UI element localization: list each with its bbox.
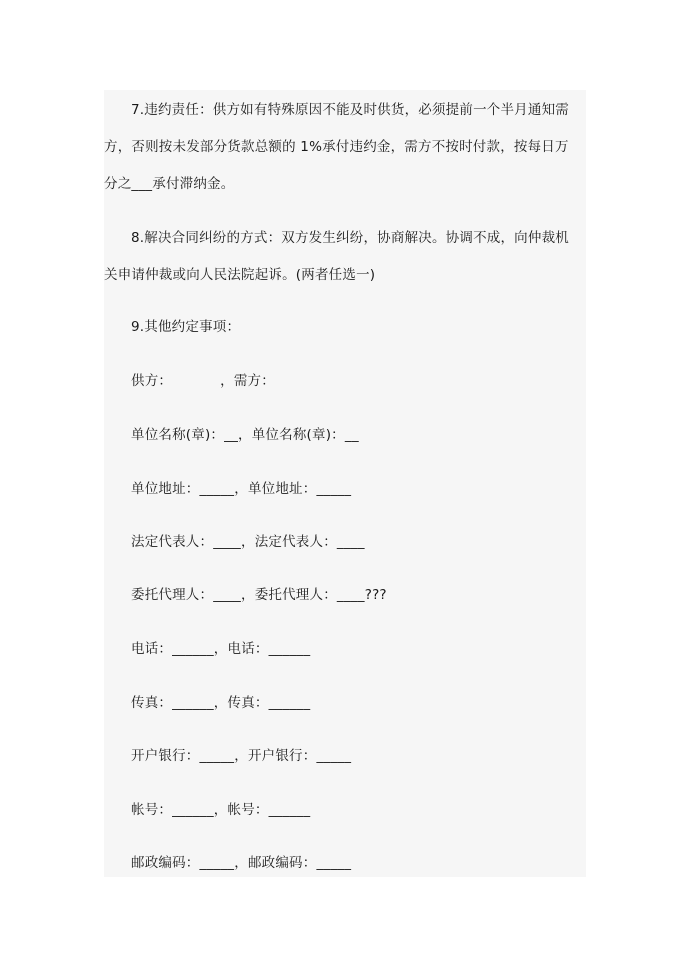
clause-7-line-3: 分之___承付滞纳金。: [104, 176, 235, 192]
signature-account: 帐号：______，帐号：______: [131, 802, 311, 818]
signature-unit-name: 单位名称(章)：__，单位名称(章)：__: [131, 427, 359, 443]
clause-9-title: 9.其他约定事项：: [131, 319, 241, 335]
signature-bank: 开户银行：_____，开户银行：_____: [131, 748, 352, 764]
clause-7-line-2: 方，否则按未发部分货款总额的 1%承付违约金，需方不按时付款，按每日万: [104, 139, 569, 155]
signature-unit-address: 单位地址：_____，单位地址：_____: [131, 481, 352, 497]
clause-7-line-1: 7.违约责任：供方如有特殊原因不能及时供货，必须提前一个半月通知需: [131, 102, 569, 118]
signature-phone: 电话：______，电话：______: [131, 641, 311, 657]
signature-postcode: 邮政编码：_____，邮政编码：_____: [131, 855, 352, 871]
clause-8-line-1: 8.解决合同纠纷的方式：双方发生纠纷，协商解决。协调不成，向仲裁机: [131, 230, 569, 246]
clause-8-line-2: 关申请仲裁或向人民法院起诉。(两者任选一): [104, 267, 376, 283]
signature-legal-rep: 法定代表人：____，法定代表人：____: [131, 534, 365, 550]
signature-parties: 供方： ，需方：: [131, 373, 275, 389]
signature-agent: 委托代理人：____，委托代理人：____???: [131, 587, 387, 603]
signature-fax: 传真：______，传真：______: [131, 695, 311, 711]
